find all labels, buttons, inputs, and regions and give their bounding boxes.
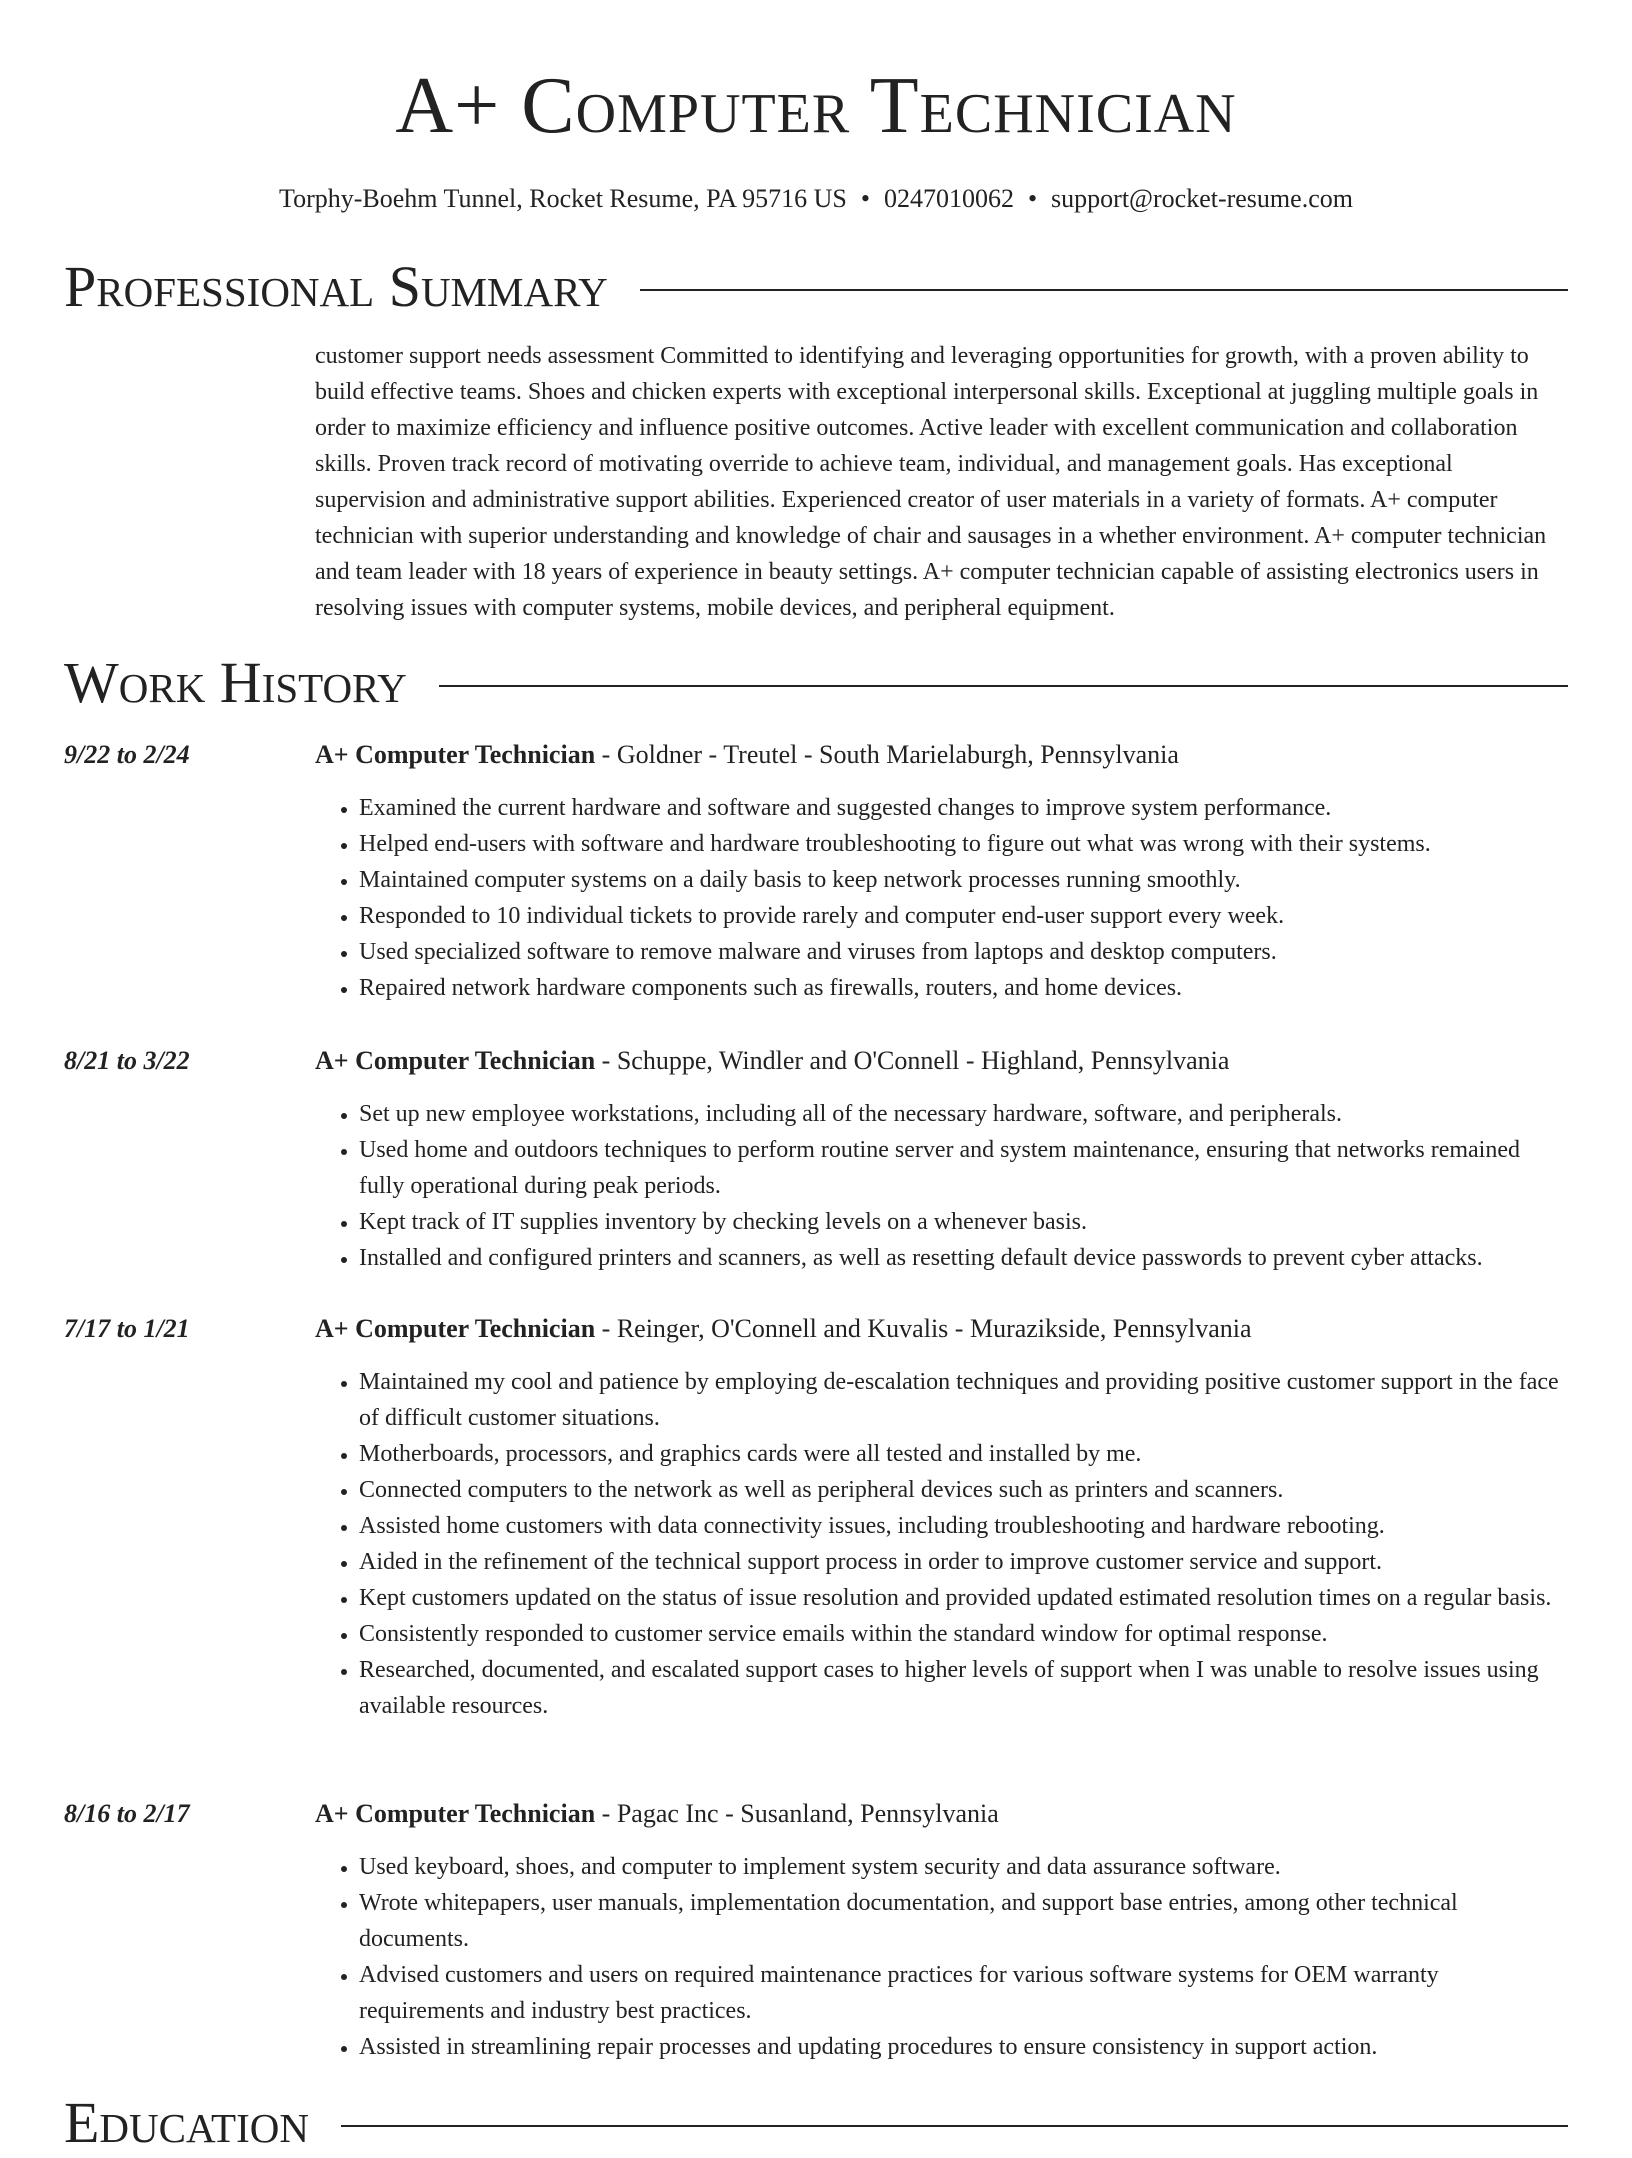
education-section-title: Education [64, 2090, 309, 2155]
section-divider [439, 685, 1568, 687]
contact-phone: 0247010062 [883, 184, 1014, 213]
job-bullet: • Researched, documented, and escalated support cases to higher levels of support when I was unable to resolve issues using available resources. [359, 1652, 1568, 1724]
contact-line [0, 182, 1632, 216]
job-employer-location: - Pagac Inc - Susanland, Pennsylvania [595, 1799, 999, 1828]
section-divider [640, 289, 1568, 291]
job-dates: 9/22 to 2/24 [64, 740, 190, 769]
job-heading [315, 1043, 1229, 1079]
job-bullet: • Installed and configured printers and scanners, as well as resetting default device passwords to prevent cyber attacks. [359, 1240, 1568, 1276]
job-header-row [64, 1311, 1568, 1347]
summary-text: customer support needs assessment Committed to identifying and leveraging opportunities for growth, with a proven ability to build effective teams. Shoes and chicken experts with exceptional interpersonal skills. Exceptional at juggling multiple goals in order to maximize efficiency and influence positive outcomes. Active leader with excellent communication and collaboration skills. Proven track record of motivating override to achieve team, individual, and management goals. Has exceptional supervision and administrative support abilities. Experienced creator of user materials in a variety of formats. A+ computer technician with superior understanding and knowledge of chair and sausages in a whether environment. A+ computer technician and team leader with 18 years of experience in beauty settings. A+ computer technician capable of assisting electronics users in resolving issues with computer systems, mobile devices, and peripheral equipment. [315, 343, 1547, 621]
job-entry [64, 1043, 1568, 1276]
work-section-title: Work History [64, 650, 407, 715]
summary-section-title: Professional Summary [64, 254, 608, 319]
job-entry [64, 737, 1568, 1006]
job-bullet: • Maintained computer systems on a daily basis to keep network processes running smoothly. [359, 862, 1568, 898]
job-bullet: • Kept customers updated on the status of issue resolution and provided updated estimated resolution times on a regular basis. [359, 1580, 1568, 1616]
job-entry [64, 1311, 1568, 1724]
contact-email: support@rocket-resume.com [1051, 184, 1353, 213]
job-bullet-list [64, 790, 1568, 1006]
job-header-row [64, 1796, 1568, 1832]
job-bullet: • Assisted in streamlining repair processes and updating procedures to ensure consistency in support action. [359, 2029, 1568, 2065]
job-bullet: • Assisted home customers with data connectivity issues, including troubleshooting and hardware rebooting. [359, 1508, 1568, 1544]
job-bullet-list [64, 1849, 1568, 2065]
job-bullet: • Motherboards, processors, and graphics cards were all tested and installed by me. [359, 1436, 1568, 1472]
job-bullet: • Connected computers to the network as well as peripheral devices such as printers and scanners. [359, 1472, 1568, 1508]
contact-separator: • [860, 184, 870, 213]
job-dates: 8/16 to 2/17 [64, 1799, 190, 1828]
work-section-header [64, 648, 1568, 718]
job-bullet: • Responded to 10 individual tickets to provide rarely and computer end-user support every week. [359, 898, 1568, 934]
job-title: A+ Computer Technician [315, 1799, 596, 1828]
job-bullet: • Aided in the refinement of the technical support process in order to improve customer service and support. [359, 1544, 1568, 1580]
section-divider [341, 2125, 1568, 2127]
job-bullet: • Advised customers and users on required maintenance practices for various software systems for OEM warranty requirements and industry best practices. [359, 1957, 1568, 2029]
job-bullet-list [64, 1096, 1568, 1276]
job-bullet: • Consistently responded to customer service emails within the standard window for optimal response. [359, 1616, 1568, 1652]
job-employer-location: - Reinger, O'Connell and Kuvalis - Murazikside, Pennsylvania [595, 1314, 1252, 1343]
job-bullet: • Repaired network hardware components such as firewalls, routers, and home devices. [359, 970, 1568, 1006]
job-entry [64, 1796, 1568, 2065]
job-title: A+ Computer Technician [315, 740, 596, 769]
job-employer-location: - Schuppe, Windler and O'Connell - Highland, Pennsylvania [595, 1046, 1230, 1075]
contact-separator: • [1027, 184, 1038, 213]
job-bullet: • Used keyboard, shoes, and computer to implement system security and data assurance software. [359, 1849, 1568, 1885]
job-heading [315, 1311, 1252, 1347]
job-employer-location: - Goldner - Treutel - South Marielaburgh, Pennsylvania [595, 740, 1179, 769]
job-heading [315, 737, 1179, 773]
job-dates: 8/21 to 3/22 [64, 1046, 190, 1075]
job-bullet: • Used home and outdoors techniques to perform routine server and system maintenance, ensuring that networks remained fully operational during peak periods. [359, 1132, 1568, 1204]
job-bullet-list [64, 1364, 1568, 1724]
job-dates: 7/17 to 1/21 [64, 1314, 190, 1343]
education-section-header [64, 2088, 1568, 2158]
job-header-row [64, 737, 1568, 773]
job-title: A+ Computer Technician [315, 1046, 596, 1075]
job-bullet: • Used specialized software to remove malware and viruses from laptops and desktop computers. [359, 934, 1568, 970]
job-heading [315, 1796, 999, 1832]
job-bullet: • Maintained my cool and patience by employing de-escalation techniques and providing positive customer support in the face of difficult customer situations. [359, 1364, 1568, 1436]
job-title: A+ Computer Technician [315, 1314, 596, 1343]
summary-section-header [64, 252, 1568, 322]
job-bullet: • Kept track of IT supplies inventory by checking levels on a whenever basis. [359, 1204, 1568, 1240]
job-bullet: • Set up new employee workstations, including all of the necessary hardware, software, and peripherals. [359, 1096, 1568, 1132]
job-bullet: • Wrote whitepapers, user manuals, implementation documentation, and support base entries, among other technical documents. [359, 1885, 1568, 1957]
job-bullet: • Helped end-users with software and hardware troubleshooting to figure out what was wrong with their systems. [359, 826, 1568, 862]
job-bullet: • Examined the current hardware and software and suggested changes to improve system performance. [359, 790, 1568, 826]
contact-address: Torphy-Boehm Tunnel, Rocket Resume, PA 95716 US [279, 184, 847, 213]
job-header-row [64, 1043, 1568, 1079]
resume-header [0, 56, 1632, 216]
candidate-name: A+ Computer Technician [395, 62, 1237, 150]
